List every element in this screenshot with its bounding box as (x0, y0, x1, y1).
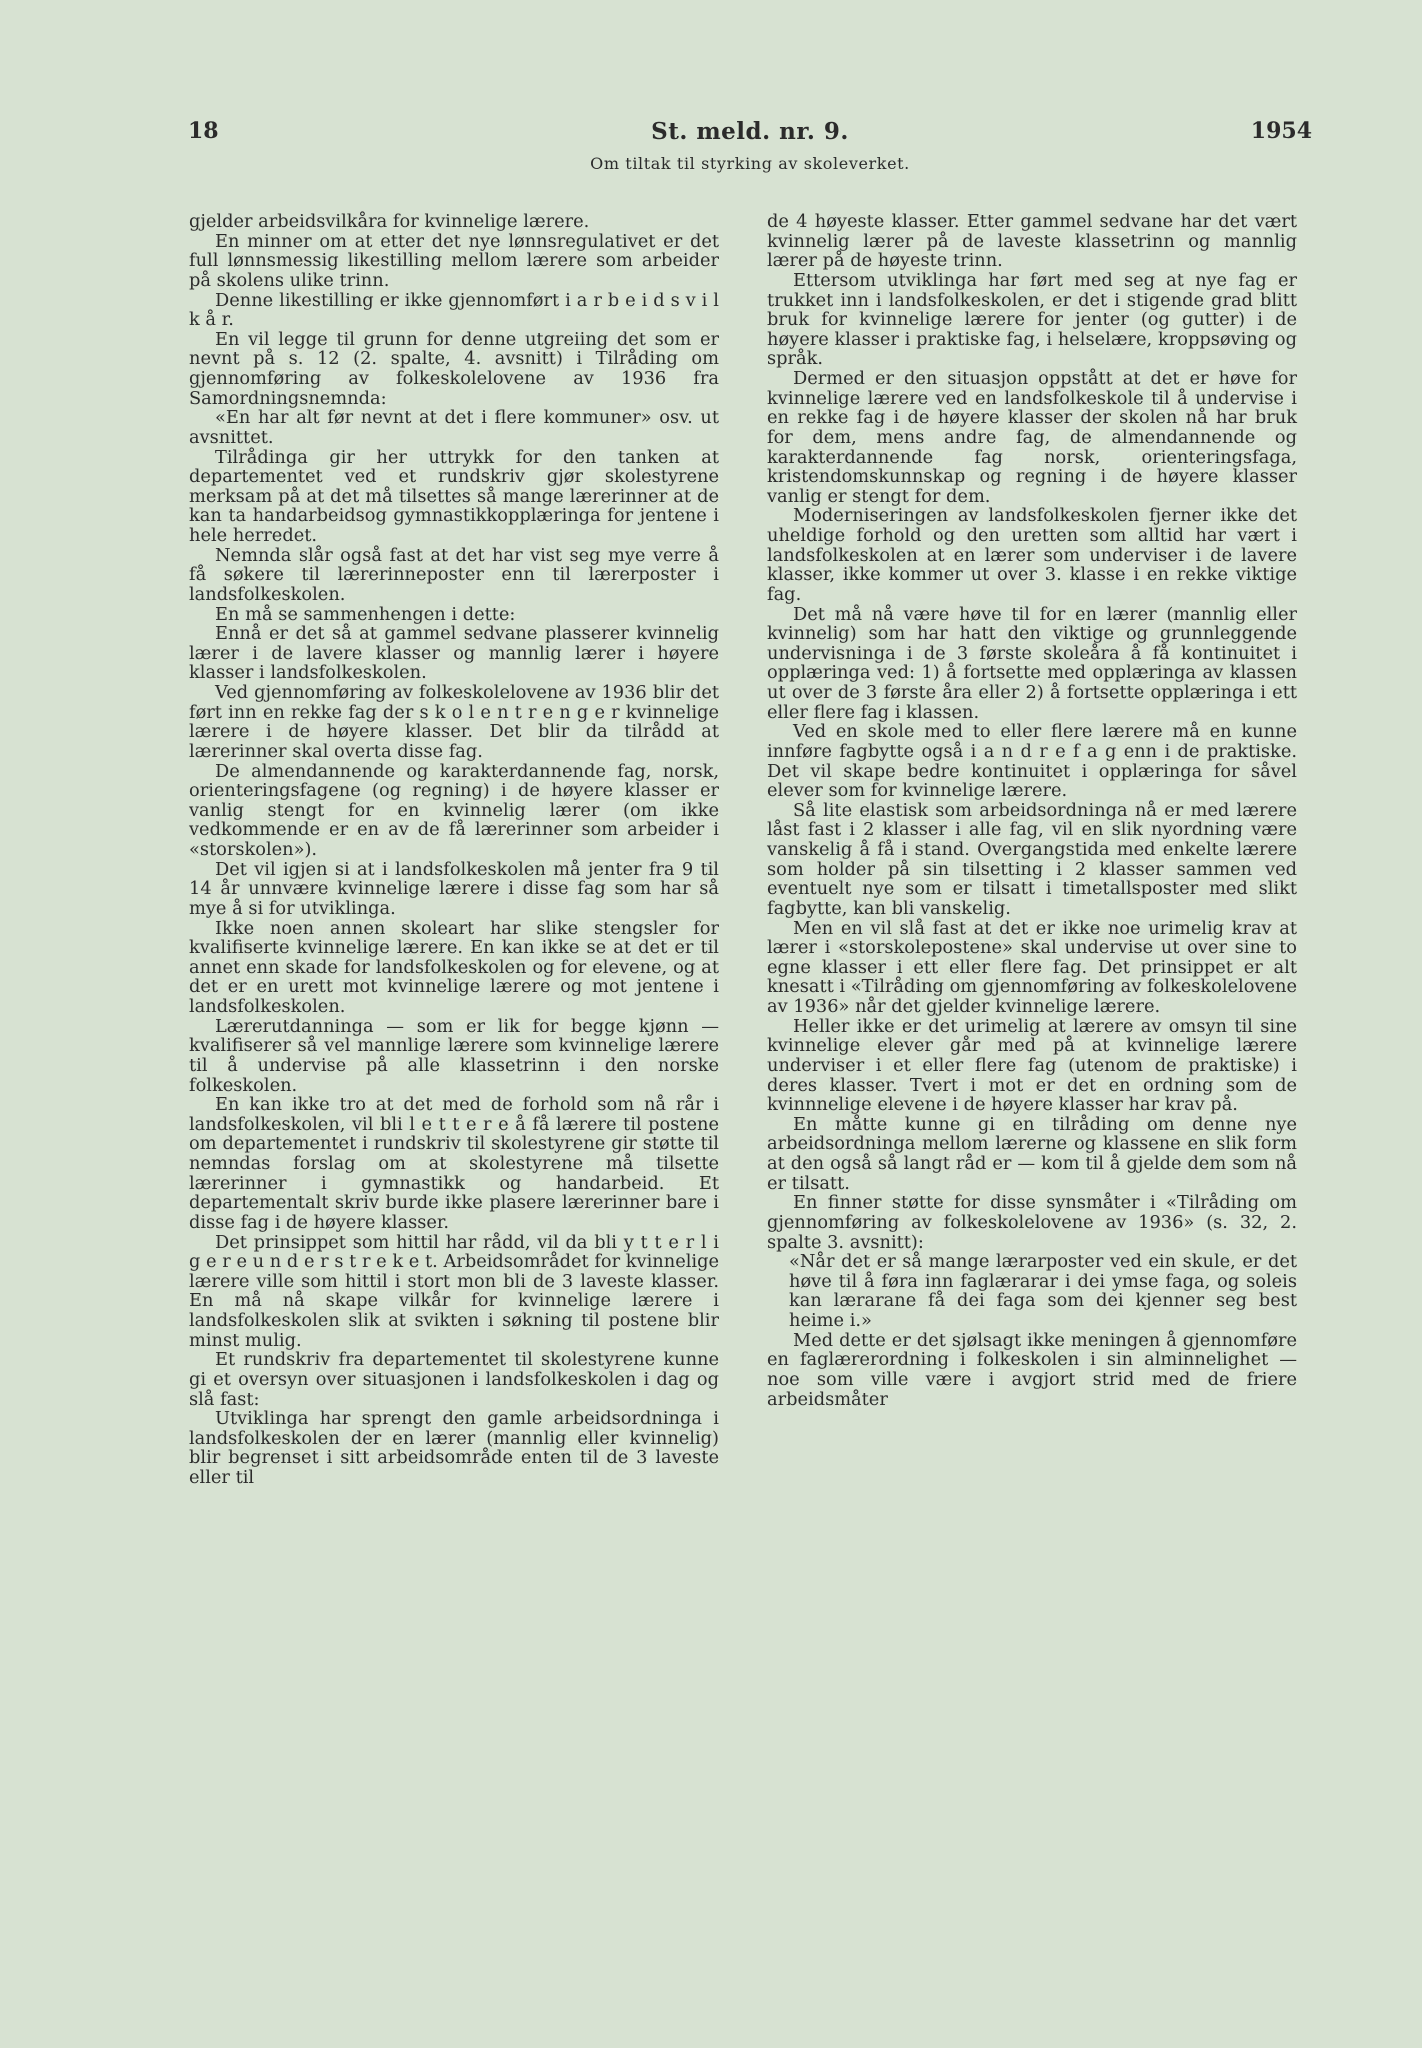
paragraph: Det prinsippet som hittil har rådd, vil da bli y t t e r l i g e r e u n d e r s t r e k e t. Arbeidsområdet for kvinnelige lærere ville som hittil i stort mon bli de 3 laveste klasser. En må nå skape vilkår for kvinnelige lærere i landsfolkeskolen slik at svikten i søkning til postene blir minst mulig. (189, 1231, 719, 1351)
paragraph: Med dette er det sjølsagt ikke meningen å gjennomføre en faglærerordning i folkeskolen i sin alminnelighet — noe som ville være i avgjort strid med de friere arbeidsmåter (767, 1329, 1297, 1410)
paragraph: Tilrådinga gir her uttrykk for den tanken at departementet ved et rundskriv gjør skolestyrene merksam på at det må tilsettes så mange lærerinner at de kan ta handarbeidsog gymnastikkopplæringa for jentene i hele herredet. (189, 446, 719, 546)
paragraph: de 4 høyeste klasser. Etter gammel sedvane har det vært kvinnelig lærer på de laveste klassetrinn og mannlig lærer på de høyeste trinn. (767, 211, 1297, 272)
paragraph: Det vil igjen si at i landsfolkeskolen må jenter fra 9 til 14 år unnvære kvinnelige lærere i disse fag som har så mye å si for utviklinga. (189, 858, 719, 919)
paragraph: Ikke noen annen skoleart har slike stengsler for kvalifiserte kvinnelige lærere. En kan ikke se at det er til annet enn skade for landsfolkeskolen og for elevene, og at det er en urett mot kvinnelige lærere og mot jentene i landsfolkeskolen. (189, 917, 719, 1017)
page-header (188, 118, 1312, 178)
paragraph: Lærerutdanninga — som er lik for begge kjønn — kvalifiserer så vel mannlige lærere som kvinnelige lærere til å undervise på alle klassetrinn i den norske folkeskolen. (189, 1015, 719, 1096)
paragraph: Denne likestilling er ikke gjennomført i a r b e i d s v i l k å r. (189, 289, 719, 331)
paragraph: En vil legge til grunn for denne utgreiing det som er nevnt på s. 12 (2. spalte, 4. avsnitt) i Tilråding om gjennomføring av folkeskolelovene av 1936 fra Samordningsnemnda: (189, 328, 719, 409)
paragraph: Moderniseringen av landsfolkeskolen fjerner ikke det uheldige forhold og den uretten som alltid har vært i landsfolkeskolen at en lærer som underviser i de lavere klasser, ikke kommer ut over 3. klasse i en rekke viktige fag. (767, 505, 1297, 605)
paragraph: Ettersom utviklinga har ført med seg at nye fag er trukket inn i landsfolkeskolen, er det i stigende grad blitt bruk for kvinnelige lærere for jenter (og gutter) i de høyere klasser i praktiske fag, i helselære, kroppsøving og språk. (767, 269, 1297, 370)
page-number: 18 (188, 118, 219, 144)
left-text-column (189, 212, 719, 1488)
paragraph: Utviklinga har sprengt den gamle arbeidsordninga i landsfolkeskolen der en lærer (mannlig eller kvinnelig) blir begrenset i sitt arbeidsområde enten til de 3 laveste eller til (189, 1408, 719, 1488)
paragraph: En finner støtte for disse synsmåter i «Tilråding om gjennomføring av folkeskolelovene av 1936» (s. 32, 2. spalte 3. avsnitt): (767, 1192, 1297, 1253)
paragraph: Det må nå være høve til for en lærer (mannlig eller kvinnelig) som har hatt den viktige og grunnleggende undervisninga i de 3 første skoleåra å få kontinuitet i opplæringa ved: 1) å fortsette med opplæringa av klassen ut over de 3 første åra eller 2) å fortsette opplæringa i ett eller flere fag i klassen. (767, 603, 1297, 723)
document-year: 1954 (1250, 118, 1312, 144)
paragraph: Ved en skole med to eller flere lærere må en kunne innføre fagbytte også i a n d r e f a g enn i de praktiske. Det vil skape bedre kontinuitet i opplæringa for såvel elever som for kvinnelige lærere. (767, 721, 1297, 802)
paragraph: Ennå er det så at gammel sedvane plasserer kvinnelig lærer i de lavere klasser og mannlig lærer i høyere klasser i landsfolkeskolen. (189, 623, 719, 684)
paragraph: Så lite elastisk som arbeidsordninga nå er med lærere låst fast i 2 klasser i alle fag, vil en slik nyordning være vanskelig å få i stand. Overgangstida med enkelte lærere som holder på sin tilsetting i 2 klasser sammen ved eventuelt nye som er tilsatt i timetallsposter med slikt fagbytte, kan bli vanskelig. (767, 799, 1297, 919)
paragraph: «En har alt før nevnt at det i flere kommuner» osv. ut avsnittet. (189, 407, 719, 448)
paragraph: De almendannende og karakterdannende fag, norsk, orienteringsfagene (og regning) i de høyere klasser er vanlig stengt for en kvinnelig lærer (om ikke vedkommende er en av de få lærerinner som arbeider i «storskolen»). (189, 760, 719, 860)
document-title: St. meld. nr. 9. (651, 118, 849, 145)
paragraph: En kan ikke tro at det med de forhold som nå rår i landsfolkeskolen, vil bli l e t t e r e å få lærere til postene om departementet i rundskriv til skolestyrene gir støtte til nemndas forslag om at skolestyrene må tilsette lærerinner i gymnastikk og handarbeid. Et departementalt skriv burde ikke plasere lærerinner bare i disse fag i de høyere klasser. (189, 1094, 719, 1233)
paragraph: Et rundskriv fra departementet til skolestyrene kunne gi et oversyn over situasjonen i landsfolkeskolen i dag og slå fast: (189, 1349, 719, 1410)
paragraph: gjelder arbeidsvilkåra for kvinnelige lærere. (189, 211, 590, 232)
paragraph: En måtte kunne gi en tilråding om denne nye arbeidsordninga mellom lærerne og klassene en slik form at den også så langt råd er — kom til å gjelde dem som nå er tilsatt. (767, 1113, 1297, 1194)
document-subtitle: Om tiltak til styrking av skoleverket. (590, 154, 910, 173)
paragraph: Ved gjennomføring av folkeskolelovene av 1936 blir det ført inn en rekke fag der s k o l e n t r e n g e r kvinnelige lærere i de høyere klasser. Det blir da tilrådd at lærerinner skal overta disse fag. (189, 682, 719, 762)
quotation: «Når det er så mange lærarposter ved ein skule, er det høve til å føra inn faglærarar i dei ymse faga, og soleis kan lærarane få dei faga som dei kjenner seg best heime i.» (789, 1251, 1297, 1331)
paragraph: Nemnda slår også fast at det har vist seg mye verre å få søkere til lærerinneposter enn til lærerposter i landsfolkeskolen. (189, 544, 719, 605)
paragraph: Men en vil slå fast at det er ikke noe urimelig krav at lærer i «storskolepostene» skal undervise ut over sine to egne klasser i ett eller flere fag. Det prinsippet er alt knesatt i «Tilråding om gjennomføring av folkeskolelovene av 1936» når det gjelder kvinnelige lærere. (767, 917, 1297, 1017)
paragraph: Heller ikke er det urimelig at lærere av omsyn til sine kvinnelige elever går med på at kvinnelige lærere underviser i et eller flere fag (utenom de praktiske) i deres klasser. Tvert i mot er det en ordning som de kvinnnelige elevene i de høyere klasser har krav på. (767, 1015, 1297, 1116)
paragraph: En minner om at etter det nye lønnsregulativet er det full lønnsmessig likestilling mellom lærere som arbeider på skolens ulike trinn. (189, 230, 719, 291)
right-text-column (767, 212, 1297, 1409)
paragraph: En må se sammenhengen i dette: (215, 603, 516, 625)
paragraph: Dermed er den situasjon oppstått at det er høve for kvinnelige lærere ved en landsfolkeskole til å undervise i en rekke fag i de høyere klasser der skolen nå har bruk for dem, mens andre fag, de almendannende og karakterdannende fag norsk, orienteringsfaga, kristendomskunnskap og regning i de høyere klasser vanlig er stengt for dem. (767, 368, 1297, 507)
